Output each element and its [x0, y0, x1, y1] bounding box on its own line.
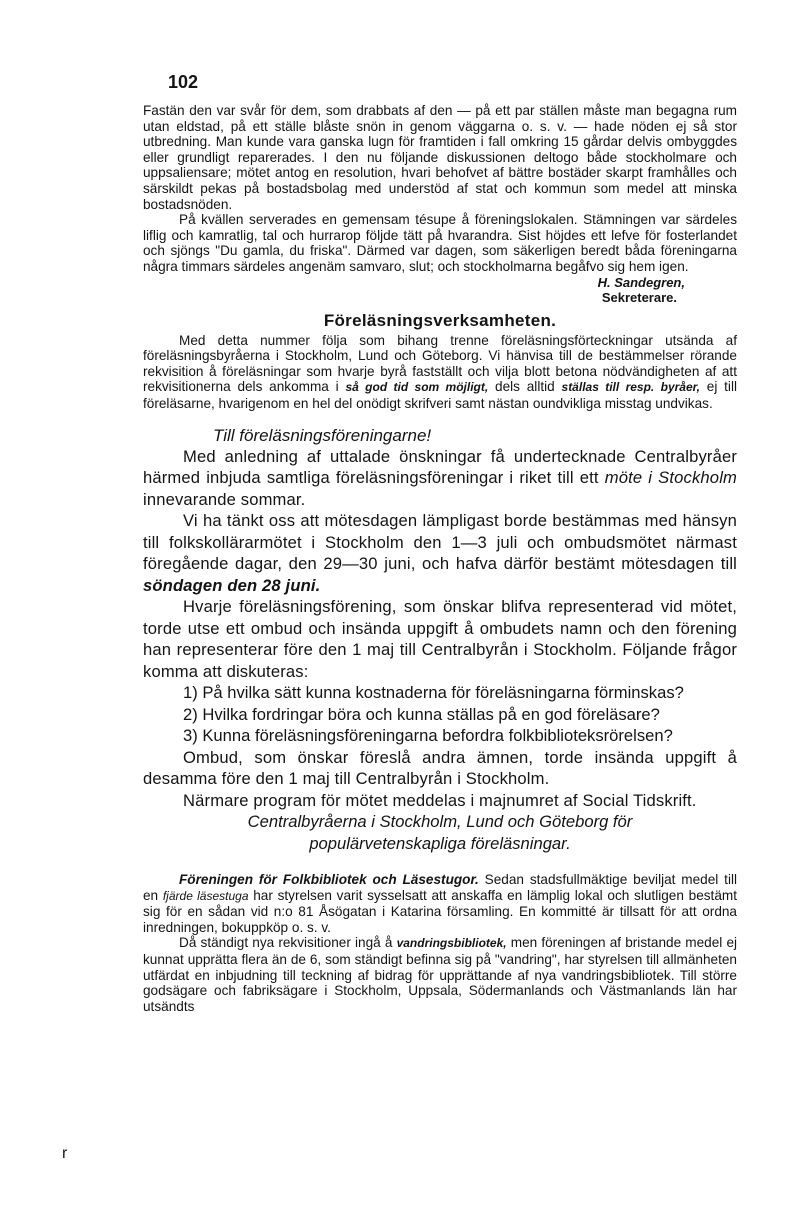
notice-paragraph-2: Vi ha tänkt oss att mötesdagen lämpligast borde bestämmas med hänsyn till folkskollärarmötet i Stockholm den 1—3 juli och ombudsmötet närmast föregående dagar, den 29—30 juni, och hafva därför bestämt mötesdagen till söndagen den 28 juni.: [143, 511, 737, 595]
page-number: 102: [168, 72, 199, 92]
notice-paragraph-1: Med anledning af uttalade önskningar få undertecknade Centralbyråer härmed inbjuda samtliga föreläsningsföreningar i riket till ett möte i Stockholm innevarande sommar.: [143, 446, 737, 509]
signature-title: Sekreterare.: [601, 289, 677, 305]
page-body: [143, 60, 737, 1014]
library-paragraph-2: Då ständigt nya rekvisitioner ingå å vandringsbibliotek, men föreningen af bristande medel ej kunnat upprätta flera än de 6, som ständigt befinna sig på "vandring", har styrelsen till allmänheten utfärdat en inbjudning till teckning af bidrag för upprättande af nya vandringsbibliotek. Till större godsägare och fabriksägare i Stockholm, Uppsala, Södermanlands och Västmanlands län har utsändts: [143, 935, 738, 1014]
library-paragraph-1: Föreningen för Folkbibliotek och Läsestugor. Sedan stadsfullmäktige beviljat medel till en fjärde läsestuga har styrelsen varit sysselsatt att anskaffa en lämplig lokal och slutligen bestämt sig för en sådan vid n:o 81 Åsögatan i Katarina församling. En kommitté är tillsatt för att ordna inredningen, bokuppköp o. s. v.: [143, 872, 737, 935]
intro-paragraph-2: På kvällen serverades en gemensam tésupe å föreningslokalen. Stämningen var särdeles liflig och kamratlig, tal och hurrarop följde tätt på hvarandra. Sist höjdes ett lefve för fosterlandet och sjöngs "Du gamla, du friska". Därmed var dagen, som säkerligen beredt båda föreningarna några timmars särdeles angenäm samvaro, slut; och stockholmarna begåfvo sig hem igen.: [143, 212, 737, 274]
section-heading-lectures: Föreläsningsverksamheten.: [323, 310, 557, 330]
notice-signature: Centralbyråerna i Stockholm, Lund och Göteborg för populärvetenskapliga föreläsningar.: [247, 812, 633, 853]
question-item: 1) På hvilka sätt kunna kostnaderna för föreläsningarna förminskas?: [183, 683, 684, 702]
lectures-paragraph: Med detta nummer följa som bihang trenne föreläsningsförteckningar utsända af föreläsningsbyråerna i Stockholm, Lund och Göteborg. Vi hänvisa till de bestämmelser rörande rekvisition å föreläsningar som hvarje byrå fastställt och vilja blott betona nödvändigheten af att rekvisitionerna dels ankomma i så god tid som möjligt, dels alltid ställas till resp. byråer, ej till föreläsarne, hvarigenom en hel del onödigt skrifveri samt nästan oundvikliga misstag undvikas.: [143, 332, 737, 411]
question-item: 2) Hvilka fordringar böra och kunna ställas på en god föreläsare?: [183, 704, 660, 724]
question-item: 3) Kunna föreläsningsföreningarna befordra folkbiblioteksrörelsen?: [183, 726, 673, 745]
notice-paragraph-5: Närmare program för mötet meddelas i majnumret af Social Tidskrift.: [183, 790, 697, 810]
intro-paragraph-1: Fastän den var svår för dem, som drabbats af den — på ett par ställen måste man begagna rum utan eldstad, på ett ställe blåste snön in genom väggarna o. s. v. — hade nöden ej så stor utbredning. Man kunde vara ganska lugn för framtiden i fall omkring 15 gårdar delvis ombyggdes eller grundligt reparerades. I den nu följande diskussionen deltogo både stockholmare och uppsaliensare; mötet antog en resolution, hvari behofvet af bättre bostäder skarpt framhålles och särskildt pekas på bostadsbolag med understöd af stat och kommun som medel att minska bostadsnöden.: [143, 103, 737, 212]
notice-title: Till föreläsningsföreningarne!: [213, 425, 432, 445]
notice-paragraph-4: Ombud, som önskar föreslå andra ämnen, torde insända uppgift å desamma före den 1 maj till Centralbyrån i Stockholm.: [143, 747, 737, 788]
notice-paragraph-3: Hvarje föreläsningsförening, som önskar blifva representerad vid mötet, torde utse ett ombud och insända uppgift å ombudets namn och den förening han representerar före den 1 maj till Centralbyrån i Stockholm. Följande frågor komma att diskuteras:: [143, 597, 737, 681]
signature-name: H. Sandegren,: [597, 274, 685, 290]
margin-mark: r: [62, 1145, 68, 1162]
